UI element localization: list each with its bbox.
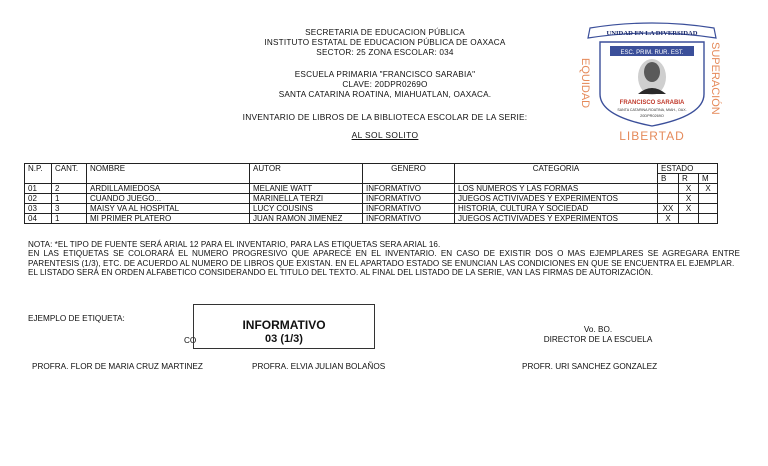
cell-cant: 1 — [52, 194, 87, 204]
logo-top-text: UNIDAD EN LA DIVERSIDAD — [606, 30, 698, 37]
cell-np: 04 — [25, 214, 52, 224]
logo-inner-small: SANTA CATARINA ROATINA, MIAH., OAX. — [617, 108, 687, 112]
cell-nombre: MAISY VA AL HOSPITAL — [87, 204, 250, 214]
cell-autor: MARINELLA TERZI — [250, 194, 363, 204]
cell-np: 01 — [25, 184, 52, 194]
school-block — [200, 70, 570, 100]
cell-b: XX — [658, 204, 679, 214]
cell-b: X — [658, 214, 679, 224]
school-logo — [576, 14, 728, 146]
vobo-block — [520, 325, 676, 344]
cell-m — [699, 204, 718, 214]
cell-b — [658, 194, 679, 204]
cell-categoria: JUEGOS ACTIVIVADES Y EXPERIMENTOS — [455, 214, 658, 224]
signature-3: PROFR. URI SANCHEZ GONZALEZ — [522, 362, 658, 371]
school-clave: CLAVE: 20DPR0269O — [342, 80, 428, 89]
col-estado-header: ESTADO — [658, 164, 718, 174]
example-label-box — [193, 304, 375, 349]
cell-r: X — [679, 184, 699, 194]
col-cant-header: CANT. — [52, 164, 87, 184]
col-r-header: R — [679, 174, 699, 184]
logo-inner-top: ESC. PRIM. RUR. EST. — [620, 50, 684, 56]
cell-nombre: MI PRIMER PLATERO — [87, 214, 250, 224]
cell-nombre: ARDILLAMIEDOSA — [87, 184, 250, 194]
example-genre: INFORMATIVO — [242, 318, 326, 332]
logo-inner-name: FRANCISCO SARABIA — [619, 100, 685, 106]
cell-genero: INFORMATIVO — [363, 214, 455, 224]
vobo-line-1: Vo. BO. — [583, 325, 613, 334]
cell-autor: MELANIE WATT — [250, 184, 363, 194]
school-location: SANTA CATARINA ROATINA, MIAHUATLAN, OAXACA. — [278, 90, 492, 99]
note-paragraph-3: EL LISTADO SERÁ EN ORDEN ALFABETICO CONSIDERANDO EL TITULO DEL TEXTO. AL FINAL DEL LISTADO DE LA SERIE, VAN LAS FIRMAS DE AUTORIZACIÓN. — [28, 267, 654, 277]
cell-nombre: CUANDO JUEGO... — [87, 194, 250, 204]
example-label-caption: EJEMPLO DE ETIQUETA: — [28, 314, 125, 323]
logo-portrait-head — [644, 62, 660, 82]
cell-m: X — [699, 184, 718, 194]
table-row — [25, 214, 718, 224]
cell-m — [699, 214, 718, 224]
note-block — [28, 240, 740, 277]
series-name: AL SOL SOLITO — [351, 130, 419, 140]
cell-categoria: LOS NUMEROS Y LAS FORMAS — [455, 184, 658, 194]
cell-cant: 2 — [52, 184, 87, 194]
col-b-header: B — [658, 174, 679, 184]
col-categoria-header: CATEGORIA — [455, 164, 658, 184]
vobo-line-2: DIRECTOR DE LA ESCUELA — [543, 334, 653, 344]
cell-b — [658, 184, 679, 194]
col-genero-header: GENERO — [363, 164, 455, 184]
signature-1: PROFRA. FLOR DE MARIA CRUZ MARTINEZ — [32, 362, 203, 371]
cell-categoria: HISTORIA, CULTURA Y SOCIEDAD — [455, 204, 658, 214]
header-block — [200, 28, 570, 58]
header-line-2: INSTITUTO ESTATAL DE EDUCACION PÚBLICA DE OAXACA — [264, 38, 506, 47]
cell-cant: 3 — [52, 204, 87, 214]
logo-right-text: SUPERACIÓN — [709, 42, 721, 115]
example-co-text: CO — [184, 336, 197, 345]
cell-autor: JUAN RAMON JIMENEZ — [250, 214, 363, 224]
table-row — [25, 184, 718, 194]
inventory-table — [24, 163, 718, 224]
school-name: ESCUELA PRIMARIA "FRANCISCO SARABIA" — [294, 70, 476, 79]
cell-categoria: JUEGOS ACTIVIVADES Y EXPERIMENTOS — [455, 194, 658, 204]
col-m-header: M — [699, 174, 718, 184]
table-row — [25, 194, 718, 204]
cell-m — [699, 194, 718, 204]
cell-r: X — [679, 204, 699, 214]
example-number: 03 (1/3) — [265, 333, 303, 345]
cell-np: 03 — [25, 204, 52, 214]
cell-genero: INFORMATIVO — [363, 184, 455, 194]
logo-inner-clave: 20DPR0269O — [640, 114, 664, 118]
note-paragraph-1: NOTA: *EL TIPO DE FUENTE SERÁ ARIAL 12 PARA EL INVENTARIO, PARA LAS ETIQUETAS SERA ARIAL 16. — [28, 240, 441, 249]
table-header-row — [25, 164, 718, 174]
cell-genero: INFORMATIVO — [363, 204, 455, 214]
cell-r: X — [679, 194, 699, 204]
note-paragraph-2: EN LAS ETIQUETAS SE COLORARÁ EL NUMERO PROGRESIVO QUE APARECE EN EL INVENTARIO. EN CASO DE EXISTIR DOS O MAS EJEMPLARES SE AGREGARA ENTRE PARENTESIS (1/3), ETC. DE ACUERDO AL NUMERO DE LIBROS QUE EXISTAN. EN EL APARTADO ESTADO SE ENUNCIAN LAS CONDICIONES EN QUE SE ENCUENTRA EL EJEMPLAR. — [28, 249, 740, 268]
cell-np: 02 — [25, 194, 52, 204]
cell-autor: LUCY COUSINS — [250, 204, 363, 214]
col-np-header: N.P. — [25, 164, 52, 184]
logo-bottom-text: LIBERTAD — [619, 129, 685, 143]
col-autor-header: AUTOR — [250, 164, 363, 184]
signature-2: PROFRA. ELVIA JULIAN BOLAÑOS — [252, 362, 386, 371]
col-nombre-header: NOMBRE — [87, 164, 250, 184]
inventory-title: INVENTARIO DE LIBROS DE LA BIBLIOTECA ESCOLAR DE LA SERIE: — [242, 112, 528, 122]
cell-genero: INFORMATIVO — [363, 194, 455, 204]
header-line-1: SECRETARIA DE EDUCACION PÚBLICA — [305, 28, 465, 37]
table-row — [25, 204, 718, 214]
header-line-3: SECTOR: 25 ZONA ESCOLAR: 034 — [316, 48, 454, 57]
cell-cant: 1 — [52, 214, 87, 224]
logo-left-text: EQUIDAD — [579, 58, 591, 109]
cell-r — [679, 214, 699, 224]
